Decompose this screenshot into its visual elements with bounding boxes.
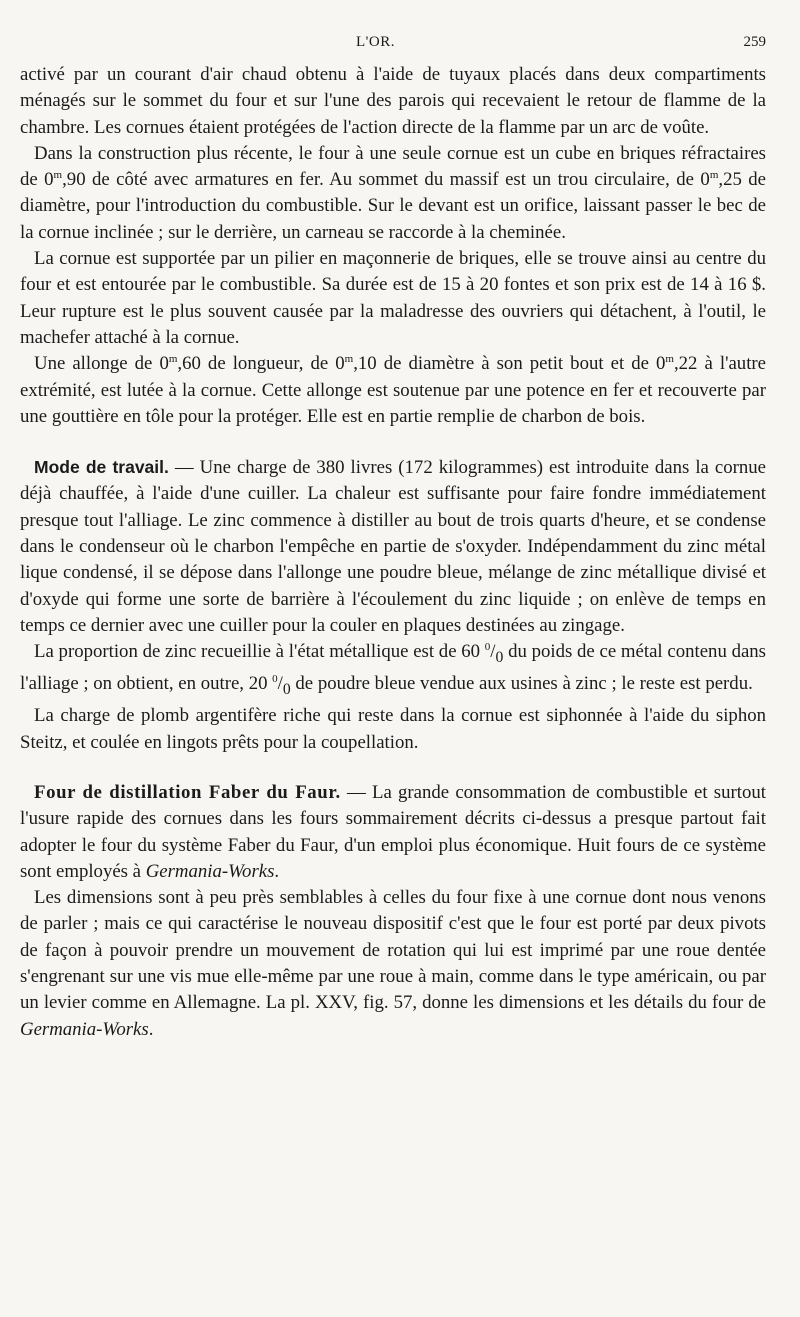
section-heading: Four de distillation Faber du Faur. [34,781,341,803]
paragraph: La proportion de zinc recueillie à l'état métallique est de 60 $^0/_0$ du poids de ce métal contenu dans l'alliage ; on obtient, en outre, 20 $^0/_0$ de poudre bleue vendue aux usines à zinc ; le reste est perdu. [20,641,766,699]
paragraph: Mode de travail. — Une charge de 380 livres (172 kilogrammes) est introduite dans la cornue déjà chauffée, à l'aide d'une cuiller. La chaleur est suffisante pour faire fondre immédiatement presque tout l'alliage. Le zinc commence à distiller au bout de trois quarts d'heure, et se condense dans le condenseur où le charbon l'empêche en partie de s'oxyder. Indépendamment du zinc métal lique condensé, il se dépose dans l'allonge une poudre bleue, mélange de zinc métallique divisé et d'oxyde qui forme une sorte de barrière à l'écoulement du zinc liquide ; on enlève de temps en temps ce dernier avec une cuiller pour la couler en plaques destinées au zingage. [20,457,766,636]
paragraph: La charge de plomb argentifère riche qui reste dans la cornue est siphonnée à l'aide du siphon Steitz, et coulée en lingots prêts pour la coupellation. [20,705,766,753]
paragraph: activé par un courant d'air chaud obtenu à l'aide de tuyaux placés dans deux compartiments ménagés sur le sommet du four et sur l'une des parois qui recevaient le retour de flamme de la chambre. Les cornues étaient protégées de l'action directe de la flamme par un arc de voûte. [20,64,766,138]
running-title: L'OR. [356,34,395,50]
section-heading: Mode de travail. [34,457,169,478]
paragraph: Une allonge de 0$^m$,60 de longueur, de 0$^m$,10 de diamètre à son petit bout et de 0$^m$,22 à l'autre extrémité, est lutée à la cornue. Cette allonge est soutenue par une potence en fer et recouverte par une gouttière en tôle pour la protéger. Elle est en partie remplie de charbon de bois. [20,353,766,427]
body-text [20,62,766,1043]
paragraph: Les dimensions sont à peu près semblables à celles du four fixe à une cornue dont nous venons de parler ; mais ce qui caractérise le nouveau dispositif c'est que le four est porté par deux pivots de façon à pouvoir prendre un mouvement de rotation qui lui est imprimé par une roue dentée s'engrenant sur une vis mue elle-même par une roue à main, comme dans le type américain, ou par un levier comme en Allemagne. La pl. XXV, fig. 57, donne les dimensions et les détails du four de Germania-Works. [20,887,766,1040]
running-head [0,34,800,54]
paragraph: Dans la construction plus récente, le four à une seule cornue est un cube en briques réfractaires de 0$^m$,90 de côté avec armatures en fer. Au sommet du massif est un trou circulaire, de 0$^m$,25 de diamètre, pour l'introduction du combustible. Sur le devant est un orifice, laissant passer le bec de la cornue inclinée ; sur le derrière, un carneau se raccorde à la cheminée. [20,142,766,243]
paragraph: La cornue est supportée par un pilier en maçonnerie de briques, elle se trouve ainsi au centre du four et est entourée par le combustible. Sa durée est de 15 à 20 fontes et son prix est de 14 à 16 $. Leur rupture est le plus souvent causée par la maladresse des ouvriers qui détachent, à l'outil, le machefer attaché à la cornue. [20,248,766,348]
paragraph: Four de distillation Faber du Faur. — La grande consommation de combustible et surtout l'usure rapide des cornues dans les fours sommairement décrits ci-dessus a presque partout fait adopter le four du système Faber du Faur, d'un emploi plus économique. Huit fours de ce système sont employés à Germania-Works. [20,781,766,882]
page-number: 259 [743,34,766,50]
